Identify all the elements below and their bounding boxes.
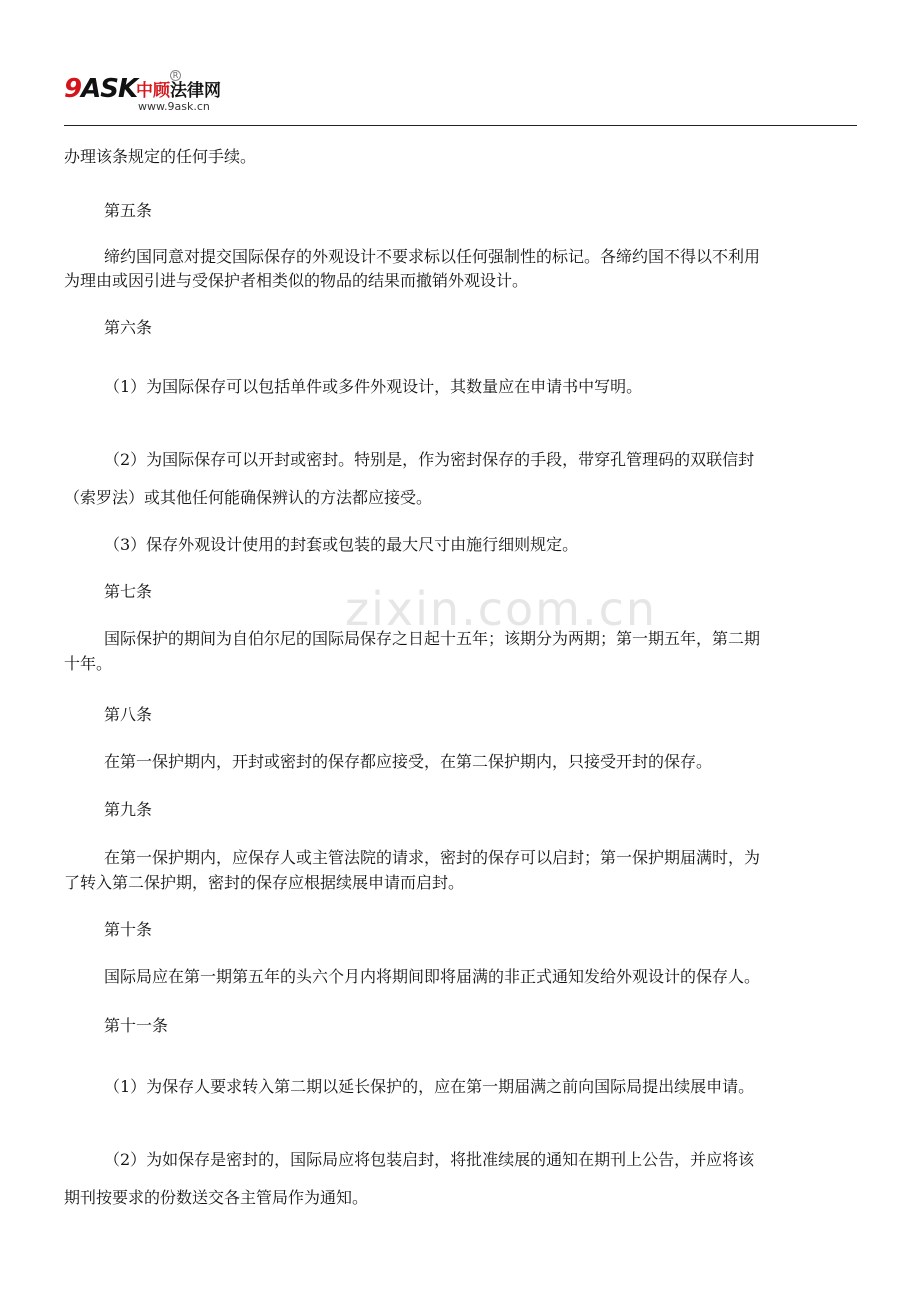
text-line: 在第一保护期内，开封或密封的保存都应接受，在第二保护期内，只接受开封的保存。 <box>104 752 713 771</box>
article-heading: 第十条 <box>104 920 153 939</box>
article-heading: 第六条 <box>104 318 153 337</box>
text-line: 了转入第二保护期，密封的保存应根据续展申请而启封。 <box>64 873 465 892</box>
text-line: 办理该条规定的任何手续。 <box>64 147 257 166</box>
logo-mark <box>64 74 137 104</box>
logo-ask: ASK <box>81 74 138 104</box>
logo-cn-part2: 法律网 <box>170 81 221 101</box>
article-heading: 第七条 <box>104 582 153 601</box>
text-line: 国际保护的期间为自伯尔尼的国际局保存之日起十五年；该期分为两期；第一期五年，第二期 <box>104 629 761 648</box>
text-line: 期刊按要求的份数送交各主管局作为通知。 <box>64 1188 369 1207</box>
text-line: （1）为国际保存可以包括单件或多件外观设计，其数量应在申请书中写明。 <box>104 377 643 396</box>
article-heading: 第五条 <box>104 201 153 220</box>
header-divider <box>64 125 857 126</box>
logo-cn-part1: 中顾 <box>136 81 170 101</box>
text-line: （2）为如保存是密封的，国际局应将包装启封，将批准续展的通知在期刊上公告，并应将该 <box>104 1150 755 1169</box>
text-line: （索罗法）或其他任何能确保辨认的方法都应接受。 <box>64 488 433 507</box>
logo-url: www.9ask.cn <box>138 100 210 113</box>
text-line: 国际局应在第一期第五年的头六个月内将期间即将届满的非正式通知发给外观设计的保存人。 <box>104 967 761 986</box>
article-heading: 第九条 <box>104 800 153 819</box>
registered-mark-icon: R <box>170 70 181 81</box>
text-line: 在第一保护期内，应保存人或主管法院的请求，密封的保存可以启封；第一保护期届满时，为 <box>104 848 761 867</box>
text-line: （2）为国际保存可以开封或密封。特别是，作为密封保存的手段，带穿孔管理码的双联信封 <box>104 450 755 469</box>
text-line: （1）为保存人要求转入第二期以延长保护的，应在第一期届满之前向国际局提出续展申请。 <box>104 1077 755 1096</box>
article-heading: 第十一条 <box>104 1016 169 1035</box>
logo-nine: 9 <box>64 74 82 104</box>
watermark: zixin.com.cn <box>345 582 658 636</box>
text-line: 十年。 <box>64 654 113 673</box>
article-heading: 第八条 <box>104 705 153 724</box>
text-line: 缔约国同意对提交国际保存的外观设计不要求标以任何强制性的标记。各缔约国不得以不利用 <box>104 247 761 266</box>
page-header <box>64 70 857 126</box>
site-logo <box>64 70 264 120</box>
text-line: 为理由或因引进与受保护者相类似的物品的结果而撤销外观设计。 <box>64 271 529 290</box>
text-line: （3）保存外观设计使用的封套或包装的最大尺寸由施行细则规定。 <box>104 535 579 554</box>
